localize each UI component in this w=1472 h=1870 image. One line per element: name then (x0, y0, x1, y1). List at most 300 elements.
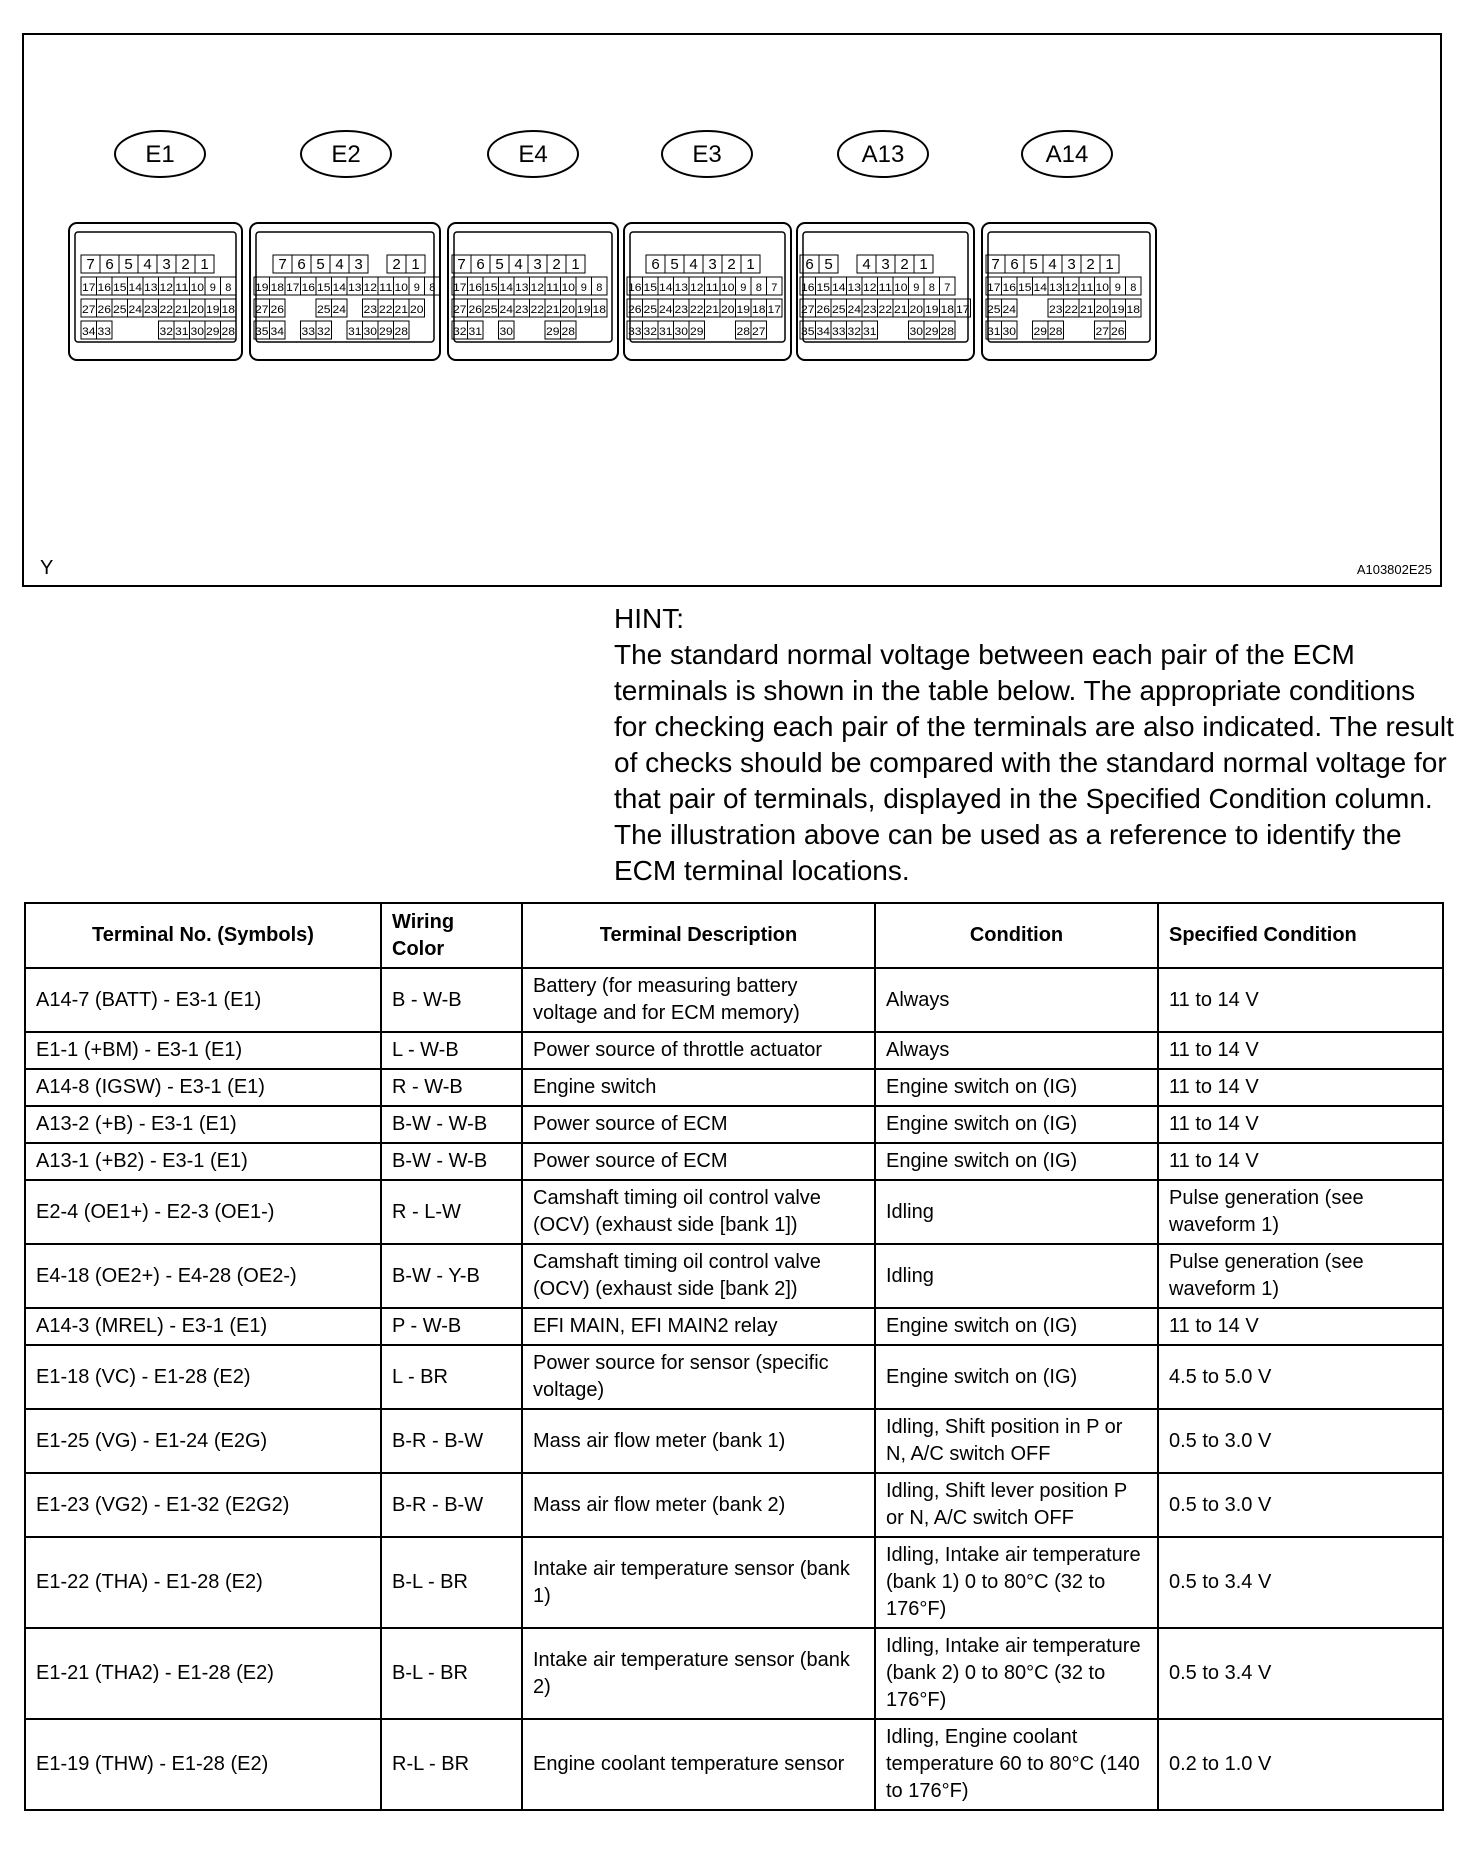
pin-grid-a14 (986, 255, 1141, 339)
svg-text:31: 31 (987, 326, 1001, 338)
svg-text:22: 22 (379, 304, 393, 316)
svg-text:33: 33 (832, 326, 846, 338)
svg-text:17: 17 (82, 282, 96, 294)
pin-cell (363, 299, 379, 317)
pin-cell (452, 255, 471, 273)
pin-cell (545, 277, 561, 295)
connector-label-a14 (1022, 131, 1112, 177)
pin-cell (643, 321, 659, 339)
pin-cell (471, 255, 490, 273)
svg-text:6: 6 (297, 256, 306, 273)
pin-cell (1081, 255, 1100, 273)
svg-text:28: 28 (221, 326, 235, 338)
pin-cell (190, 321, 206, 339)
table-row (25, 1069, 1443, 1106)
pin-cell (330, 255, 349, 273)
svg-text:25: 25 (643, 304, 657, 316)
svg-text:9: 9 (740, 282, 747, 294)
svg-text:E2: E2 (331, 141, 361, 168)
terminal-cell: A13-2 (+B) - E3-1 (E1) (25, 1106, 381, 1143)
pin-cell (658, 299, 674, 317)
figure-code: A103802E25 (1356, 562, 1432, 577)
svg-text:1: 1 (746, 256, 755, 273)
header-terminal: Terminal No. (Symbols) (25, 903, 381, 968)
pin-cell (545, 321, 561, 339)
svg-text:13: 13 (847, 282, 861, 294)
svg-text:10: 10 (1095, 282, 1109, 294)
svg-text:13: 13 (674, 282, 688, 294)
wiring-color-cell: B-L - BR (381, 1537, 522, 1628)
connector-label-e3 (662, 131, 752, 177)
svg-text:19: 19 (577, 304, 591, 316)
pin-cell (862, 299, 878, 317)
svg-text:23: 23 (363, 304, 377, 316)
pin-cell (530, 277, 546, 295)
svg-text:25: 25 (832, 304, 846, 316)
svg-text:26: 26 (816, 304, 830, 316)
pin-cell (831, 321, 847, 339)
svg-text:23: 23 (1049, 304, 1063, 316)
svg-text:31: 31 (659, 326, 673, 338)
svg-text:9: 9 (413, 282, 420, 294)
svg-text:23: 23 (674, 304, 688, 316)
svg-text:30: 30 (674, 326, 688, 338)
pin-cell (174, 277, 190, 295)
spec-cell: 0.5 to 3.0 V (1158, 1409, 1443, 1473)
svg-text:3: 3 (162, 256, 171, 273)
wiring-color-cell: B - W-B (381, 968, 522, 1032)
pin-cell (468, 277, 484, 295)
svg-text:9: 9 (913, 282, 920, 294)
svg-text:18: 18 (270, 282, 284, 294)
pin-cell (112, 299, 128, 317)
condition-cell: Idling, Intake air temperature (bank 2) 0 to 80°C (32 to 176°F) (875, 1628, 1158, 1719)
description-cell: Camshaft timing oil control valve (OCV) (exhaust side [bank 2]) (522, 1244, 875, 1308)
svg-text:4: 4 (862, 256, 871, 273)
pin-cell (143, 277, 159, 295)
header-specified-condition: Specified Condition (1158, 903, 1443, 968)
wiring-color-cell: L - W-B (381, 1032, 522, 1069)
description-cell: Power source of ECM (522, 1106, 875, 1143)
svg-text:2: 2 (392, 256, 401, 273)
svg-text:17: 17 (453, 282, 467, 294)
svg-text:8: 8 (225, 282, 232, 294)
svg-text:8: 8 (429, 282, 436, 294)
svg-text:28: 28 (940, 326, 954, 338)
svg-text:27: 27 (752, 326, 766, 338)
pin-cell (1079, 277, 1095, 295)
pin-cell (909, 299, 925, 317)
svg-text:18: 18 (752, 304, 766, 316)
pin-cell (646, 255, 665, 273)
svg-text:10: 10 (721, 282, 735, 294)
pin-cell (940, 277, 956, 295)
svg-text:17: 17 (956, 304, 970, 316)
svg-text:24: 24 (1002, 304, 1016, 316)
pin-cell (561, 277, 577, 295)
pin-cell (1002, 299, 1018, 317)
pin-cell (468, 299, 484, 317)
pin-cell (986, 255, 1005, 273)
svg-text:17: 17 (987, 282, 1001, 294)
pin-cell (566, 255, 585, 273)
svg-text:A14: A14 (1045, 141, 1089, 168)
table-row (25, 1032, 1443, 1069)
svg-text:27: 27 (1095, 326, 1109, 338)
svg-text:16: 16 (301, 282, 315, 294)
pin-cell (1079, 299, 1095, 317)
pin-cell (363, 321, 379, 339)
svg-text:26: 26 (628, 304, 642, 316)
description-cell: Battery (for measuring battery voltage and for ECM memory) (522, 968, 875, 1032)
spec-cell: 0.2 to 1.0 V (1158, 1719, 1443, 1810)
description-cell: EFI MAIN, EFI MAIN2 relay (522, 1308, 875, 1345)
pin-cell (468, 321, 484, 339)
pin-cell (1043, 255, 1062, 273)
table-row (25, 1106, 1443, 1143)
svg-text:14: 14 (832, 282, 846, 294)
wiring-color-cell: R - L-W (381, 1180, 522, 1244)
svg-text:7: 7 (991, 256, 1000, 273)
pin-cell (387, 255, 406, 273)
svg-text:9: 9 (209, 282, 216, 294)
svg-text:18: 18 (592, 304, 606, 316)
svg-text:16: 16 (97, 282, 111, 294)
svg-text:19: 19 (1111, 304, 1125, 316)
svg-text:15: 15 (113, 282, 127, 294)
svg-text:21: 21 (546, 304, 560, 316)
pin-cell (221, 277, 237, 295)
svg-text:30: 30 (499, 326, 513, 338)
spec-cell: Pulse generation (see waveform 1) (1158, 1244, 1443, 1308)
pin-cell (349, 255, 368, 273)
pin-cell (159, 277, 175, 295)
svg-text:29: 29 (925, 326, 939, 338)
pin-cell (847, 277, 863, 295)
svg-text:20: 20 (721, 304, 735, 316)
svg-text:1: 1 (571, 256, 580, 273)
svg-text:21: 21 (394, 304, 408, 316)
terminal-cell: E1-25 (VG) - E1-24 (E2G) (25, 1409, 381, 1473)
wiring-color-cell: B-W - W-B (381, 1143, 522, 1180)
description-cell: Power source of throttle actuator (522, 1032, 875, 1069)
condition-cell: Idling, Shift position in P or N, A/C switch OFF (875, 1409, 1158, 1473)
svg-text:1: 1 (411, 256, 420, 273)
pin-cell (736, 277, 752, 295)
pin-cell (893, 277, 909, 295)
pin-cell (301, 321, 317, 339)
svg-text:16: 16 (801, 282, 815, 294)
svg-text:25: 25 (484, 304, 498, 316)
wiring-color-cell: L - BR (381, 1345, 522, 1409)
pin-cell (689, 299, 705, 317)
svg-text:11: 11 (546, 282, 560, 294)
pin-cell (1095, 321, 1111, 339)
pin-grid-e2 (254, 255, 440, 339)
connector-label-e4 (488, 131, 578, 177)
condition-cell: Engine switch on (IG) (875, 1143, 1158, 1180)
description-cell: Power source of ECM (522, 1143, 875, 1180)
pin-cell (409, 277, 425, 295)
svg-text:29: 29 (690, 326, 704, 338)
pin-cell (1048, 321, 1064, 339)
svg-text:20: 20 (410, 304, 424, 316)
pin-cell (878, 277, 894, 295)
pin-cell (205, 299, 221, 317)
svg-text:11: 11 (705, 282, 719, 294)
svg-text:31: 31 (468, 326, 482, 338)
svg-text:13: 13 (144, 282, 158, 294)
svg-text:18: 18 (221, 304, 235, 316)
svg-text:20: 20 (561, 304, 575, 316)
pin-cell (592, 277, 608, 295)
pin-cell (221, 321, 237, 339)
svg-text:35: 35 (255, 326, 269, 338)
svg-text:24: 24 (499, 304, 513, 316)
pin-cell (1024, 255, 1043, 273)
pin-cell (545, 299, 561, 317)
svg-text:30: 30 (909, 326, 923, 338)
pin-cell (332, 277, 348, 295)
pin-cell (128, 277, 144, 295)
pin-cell (816, 321, 832, 339)
pin-cell (221, 299, 237, 317)
pin-cell (878, 299, 894, 317)
pin-cell (273, 255, 292, 273)
pin-cell (81, 255, 100, 273)
svg-text:3: 3 (533, 256, 542, 273)
spec-cell: 11 to 14 V (1158, 1308, 1443, 1345)
description-cell: Power source for sensor (specific voltage) (522, 1345, 875, 1409)
svg-text:35: 35 (801, 326, 815, 338)
svg-text:29: 29 (546, 326, 560, 338)
pin-grid-e3 (627, 255, 782, 339)
condition-cell: Always (875, 968, 1158, 1032)
pin-cell (285, 277, 301, 295)
condition-cell: Engine switch on (IG) (875, 1069, 1158, 1106)
pin-cell (311, 255, 330, 273)
pin-cell (876, 255, 895, 273)
pin-cell (301, 277, 317, 295)
wiring-color-cell: B-R - B-W (381, 1473, 522, 1537)
table-row (25, 1244, 1443, 1308)
pin-cell (1126, 299, 1142, 317)
pin-cell (378, 321, 394, 339)
pin-cell (561, 299, 577, 317)
pin-cell (1064, 299, 1080, 317)
svg-text:9: 9 (1114, 282, 1121, 294)
pin-grid-e4 (452, 255, 607, 339)
svg-text:32: 32 (317, 326, 331, 338)
condition-cell: Idling (875, 1180, 1158, 1244)
svg-text:27: 27 (453, 304, 467, 316)
pin-cell (751, 321, 767, 339)
pin-cell (174, 321, 190, 339)
pin-cell (119, 255, 138, 273)
pin-cell (705, 277, 721, 295)
svg-text:6: 6 (1010, 256, 1019, 273)
pin-cell (270, 277, 286, 295)
pin-cell (895, 255, 914, 273)
pin-cell (292, 255, 311, 273)
svg-text:2: 2 (1086, 256, 1095, 273)
svg-text:20: 20 (909, 304, 923, 316)
terminal-cell: A14-3 (MREL) - E3-1 (E1) (25, 1308, 381, 1345)
condition-cell: Engine switch on (IG) (875, 1345, 1158, 1409)
svg-text:15: 15 (1018, 282, 1032, 294)
pin-cell (1002, 277, 1018, 295)
pin-cell (363, 277, 379, 295)
svg-text:34: 34 (270, 326, 284, 338)
svg-text:26: 26 (468, 304, 482, 316)
svg-text:8: 8 (755, 282, 762, 294)
svg-text:15: 15 (643, 282, 657, 294)
terminal-cell: E1-19 (THW) - E1-28 (E2) (25, 1719, 381, 1810)
svg-text:16: 16 (468, 282, 482, 294)
svg-text:26: 26 (1111, 326, 1125, 338)
svg-text:19: 19 (206, 304, 220, 316)
svg-text:22: 22 (878, 304, 892, 316)
spec-cell: 11 to 14 V (1158, 1106, 1443, 1143)
svg-text:2: 2 (727, 256, 736, 273)
svg-text:20: 20 (190, 304, 204, 316)
terminal-cell: E1-21 (THA2) - E1-28 (E2) (25, 1628, 381, 1719)
svg-text:18: 18 (940, 304, 954, 316)
terminal-voltage-table (24, 902, 1444, 1811)
svg-text:12: 12 (363, 282, 377, 294)
svg-text:30: 30 (190, 326, 204, 338)
pin-cell (722, 255, 741, 273)
connector-label-e1 (115, 131, 205, 177)
pin-cell (893, 299, 909, 317)
svg-text:12: 12 (530, 282, 544, 294)
table-row (25, 1345, 1443, 1409)
svg-text:7: 7 (771, 282, 778, 294)
svg-text:15: 15 (816, 282, 830, 294)
svg-text:34: 34 (816, 326, 830, 338)
pin-cell (499, 321, 515, 339)
pin-cell (1064, 277, 1080, 295)
pin-cell (689, 321, 705, 339)
pin-cell (741, 255, 760, 273)
svg-text:10: 10 (894, 282, 908, 294)
svg-text:24: 24 (847, 304, 861, 316)
terminal-cell: A13-1 (+B2) - E3-1 (E1) (25, 1143, 381, 1180)
svg-text:4: 4 (335, 256, 344, 273)
terminal-cell: E1-18 (VC) - E1-28 (E2) (25, 1345, 381, 1409)
wiring-color-cell: P - W-B (381, 1308, 522, 1345)
svg-text:7: 7 (457, 256, 466, 273)
pin-grid-a13 (800, 255, 971, 339)
svg-text:32: 32 (847, 326, 861, 338)
table-row (25, 1409, 1443, 1473)
pin-cell (205, 277, 221, 295)
pin-cell (643, 277, 659, 295)
svg-text:2: 2 (900, 256, 909, 273)
pin-cell (720, 299, 736, 317)
svg-text:29: 29 (206, 326, 220, 338)
svg-text:5: 5 (316, 256, 325, 273)
condition-cell: Idling, Engine coolant temperature 60 to 80°C (140 to 176°F) (875, 1719, 1158, 1810)
svg-text:31: 31 (348, 326, 362, 338)
svg-text:13: 13 (1049, 282, 1063, 294)
svg-text:29: 29 (1033, 326, 1047, 338)
condition-cell: Idling, Intake air temperature (bank 1) 0 to 80°C (32 to 176°F) (875, 1537, 1158, 1628)
svg-text:21: 21 (705, 304, 719, 316)
svg-text:9: 9 (580, 282, 587, 294)
pin-cell (514, 299, 530, 317)
pin-cell (1005, 255, 1024, 273)
svg-text:26: 26 (270, 304, 284, 316)
pin-cell (499, 299, 515, 317)
header-wiring-color: Wiring Color (381, 903, 522, 968)
pin-cell (483, 299, 499, 317)
spec-cell: 11 to 14 V (1158, 1069, 1443, 1106)
pin-cell (1110, 321, 1126, 339)
svg-text:31: 31 (863, 326, 877, 338)
svg-text:3: 3 (881, 256, 890, 273)
svg-text:31: 31 (175, 326, 189, 338)
pin-cell (736, 321, 752, 339)
pin-cell (159, 299, 175, 317)
pin-cell (940, 299, 956, 317)
svg-text:32: 32 (159, 326, 173, 338)
svg-text:8: 8 (1130, 282, 1137, 294)
wiring-color-cell: B-R - B-W (381, 1409, 522, 1473)
pin-cell (270, 299, 286, 317)
pin-cell (1110, 299, 1126, 317)
pin-cell (751, 277, 767, 295)
svg-text:17: 17 (286, 282, 300, 294)
svg-text:22: 22 (1064, 304, 1078, 316)
svg-text:3: 3 (354, 256, 363, 273)
svg-text:15: 15 (484, 282, 498, 294)
pin-cell (720, 277, 736, 295)
terminal-cell: E2-4 (OE1+) - E2-3 (OE1-) (25, 1180, 381, 1244)
svg-text:14: 14 (128, 282, 142, 294)
pin-cell (138, 255, 157, 273)
svg-text:10: 10 (394, 282, 408, 294)
pin-cell (674, 299, 690, 317)
pin-cell (643, 299, 659, 317)
pin-cell (394, 321, 410, 339)
pin-cell (316, 299, 332, 317)
svg-text:E1: E1 (145, 141, 175, 168)
svg-text:12: 12 (863, 282, 877, 294)
pin-cell (751, 299, 767, 317)
pin-cell (914, 255, 933, 273)
svg-text:32: 32 (453, 326, 467, 338)
svg-text:6: 6 (105, 256, 114, 273)
pin-cell (128, 299, 144, 317)
pin-cell (767, 277, 783, 295)
pin-cell (490, 255, 509, 273)
hint-text: The standard normal voltage between each pair of the ECM terminals is shown in the table below. The appropriate conditions for checking each pair of the terminals are also indicated. The result of checks should be compared with the standard normal voltage for that pair of terminals, displayed in the Specified Condition column. The illustration above can be used as a reference to identify the ECM terminal locations. (614, 639, 1454, 886)
svg-text:24: 24 (659, 304, 673, 316)
terminal-cell: A14-8 (IGSW) - E3-1 (E1) (25, 1069, 381, 1106)
svg-text:21: 21 (894, 304, 908, 316)
table-row (25, 1180, 1443, 1244)
svg-text:11: 11 (1080, 282, 1094, 294)
pin-cell (97, 321, 113, 339)
svg-text:24: 24 (128, 304, 142, 316)
pin-cell (924, 299, 940, 317)
pin-cell (703, 255, 722, 273)
wiring-color-cell: B-L - BR (381, 1628, 522, 1719)
description-cell: Engine coolant temperature sensor (522, 1719, 875, 1810)
pin-cell (1095, 299, 1111, 317)
spec-cell: Pulse generation (see waveform 1) (1158, 1180, 1443, 1244)
